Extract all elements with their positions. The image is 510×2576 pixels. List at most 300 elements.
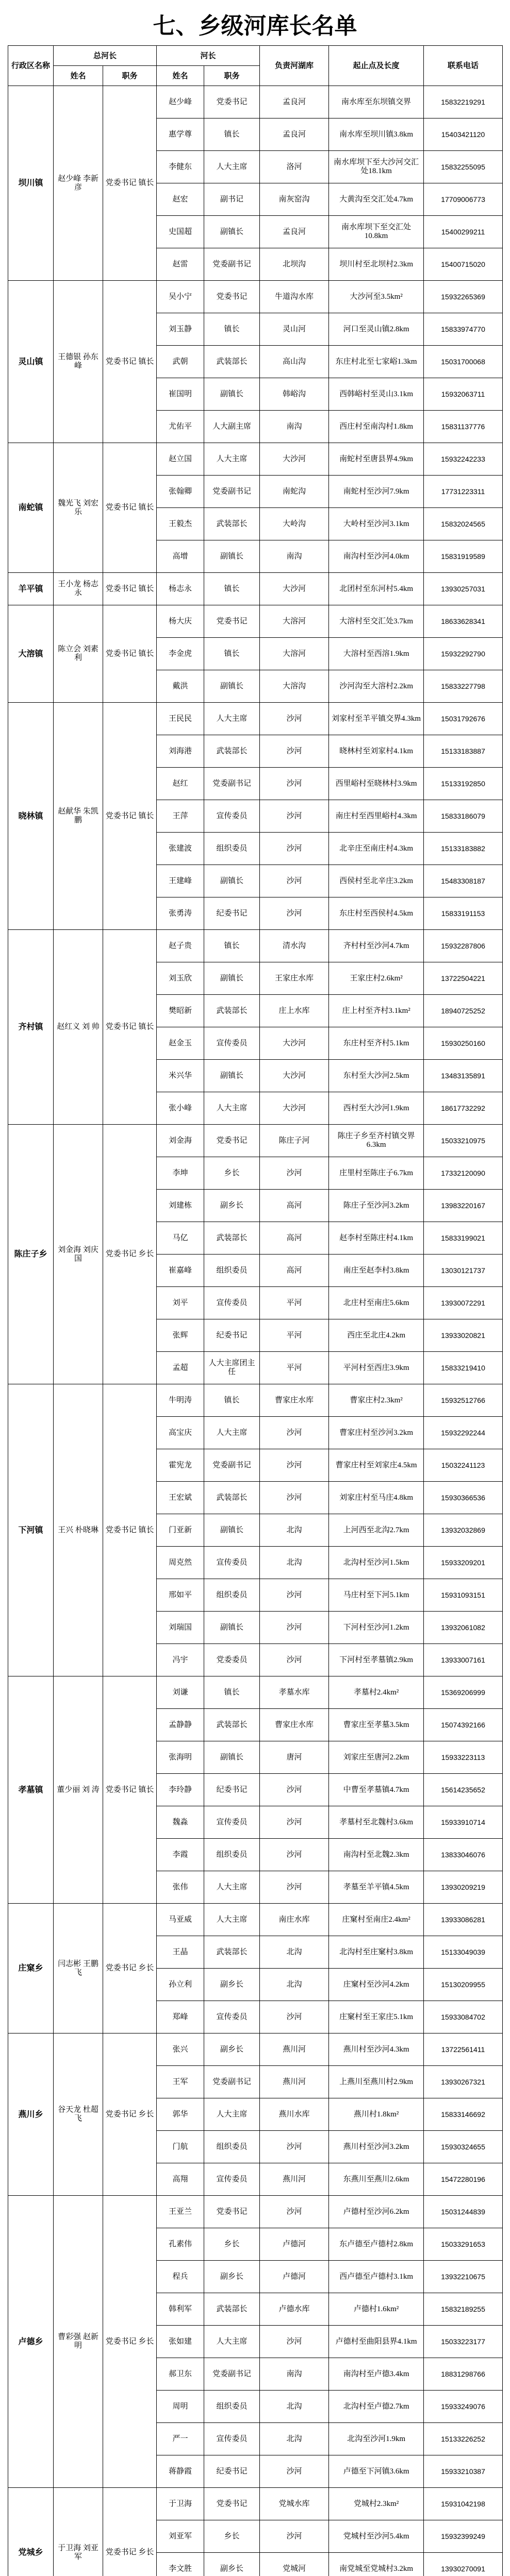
river-cell: 沙河 <box>260 1482 329 1514</box>
total-chief-position-cell: 党委书记 乡长 <box>103 1904 157 2033</box>
chief-name-cell: 张伟 <box>157 1871 204 1904</box>
header-row <box>8 46 503 66</box>
phone-cell: 15933910714 <box>424 1806 503 1839</box>
range-cell: 刘家庄至唐河2.2km <box>329 1741 424 1774</box>
range-cell: 庄里村至陈庄子6.7km <box>329 1157 424 1190</box>
river-cell: 大沙河 <box>260 1027 329 1060</box>
chief-position-cell: 武装部长 <box>204 1709 260 1741</box>
chief-name-cell: 赵少峰 <box>157 86 204 118</box>
range-cell: 党城村至沙河5.4km <box>329 2520 424 2553</box>
chief-position-cell: 副书记 <box>204 183 260 216</box>
total-chief-name-cell: 曹彩强 赵新明 <box>54 2196 103 2488</box>
river-cell: 沙河 <box>260 800 329 833</box>
range-cell: 西里峪村至晓林村3.9km <box>329 768 424 800</box>
chief-position-cell: 组织委员 <box>204 2131 260 2163</box>
river-cell: 沙河 <box>260 768 329 800</box>
range-cell: 曹家庄村2.3km² <box>329 1384 424 1417</box>
range-cell: 刘家村至羊平镇交界4.3km <box>329 703 424 735</box>
river-cell: 灵山河 <box>260 313 329 346</box>
chief-name-cell: 杨大庆 <box>157 605 204 638</box>
chief-name-cell: 门航 <box>157 2131 204 2163</box>
chief-name-cell: 张兴 <box>157 2033 204 2066</box>
river-cell: 孟良河 <box>260 118 329 151</box>
river-cell: 唐河 <box>260 1741 329 1774</box>
phone-cell: 18617732292 <box>424 1092 503 1125</box>
river-cell: 洛河 <box>260 151 329 183</box>
river-cell: 韩峪沟 <box>260 378 329 411</box>
chief-name-cell: 王晶 <box>157 1936 204 1969</box>
total-chief-name-cell: 王小龙 杨志永 <box>54 573 103 605</box>
chief-position-cell: 组织委员 <box>204 2391 260 2423</box>
chief-position-cell: 镇长 <box>204 1384 260 1417</box>
river-cell: 南沟 <box>260 2358 329 2391</box>
river-cell: 南沟 <box>260 411 329 443</box>
range-cell: 东庄村至西侯村4.5km <box>329 897 424 930</box>
chief-position-cell: 副镇长 <box>204 1612 260 1644</box>
chief-position-cell: 武装部长 <box>204 1482 260 1514</box>
range-cell: 王家庄村2.6km² <box>329 962 424 995</box>
phone-cell: 13930267321 <box>424 2066 503 2098</box>
region-cell: 陈庄子乡 <box>8 1125 54 1384</box>
range-cell: 西韩峪村至灵山3.1km <box>329 378 424 411</box>
chief-position-cell: 武装部长 <box>204 995 260 1027</box>
range-cell: 赵李村至陈庄村4.1km <box>329 1222 424 1255</box>
chief-name-cell: 高宝庆 <box>157 1417 204 1449</box>
chief-position-cell: 武装部长 <box>204 1222 260 1255</box>
river-cell: 王家庄水库 <box>260 962 329 995</box>
total-chief-name-cell: 赵红义 刘 帅 <box>54 930 103 1125</box>
total-chief-position-cell: 党委书记 镇长 <box>103 86 157 281</box>
total-chief-name-cell: 赵少峰 李新彦 <box>54 86 103 281</box>
river-cell: 沙河 <box>260 1871 329 1904</box>
river-cell: 平河 <box>260 1352 329 1384</box>
range-cell: 西侯村至北辛庄3.2km <box>329 865 424 897</box>
phone-cell: 15833199021 <box>424 1222 503 1255</box>
phone-cell: 17332120090 <box>424 1157 503 1190</box>
chief-position-cell: 人大主席 <box>204 2098 260 2131</box>
chief-name-cell: 郝卫东 <box>157 2358 204 2391</box>
chief-name-cell: 米兴华 <box>157 1060 204 1092</box>
chief-position-cell: 镇长 <box>204 1676 260 1709</box>
chief-position-cell: 党委副书记 <box>204 1449 260 1482</box>
total-chief-position-cell: 党委书记 镇长 <box>103 443 157 573</box>
chief-position-cell: 副镇长 <box>204 540 260 573</box>
phone-cell: 15831919589 <box>424 540 503 573</box>
range-cell: 齐村村至沙河4.7km <box>329 930 424 962</box>
chief-name-cell: 刘建栋 <box>157 1190 204 1222</box>
chief-name-cell: 李金虎 <box>157 638 204 670</box>
range-cell: 刘家庄村至马庄4.8km <box>329 1482 424 1514</box>
phone-cell: 15833191153 <box>424 897 503 930</box>
chief-position-cell: 副乡长 <box>204 1190 260 1222</box>
chief-position-cell: 乡长 <box>204 2228 260 2261</box>
chief-name-cell: 赵宏 <box>157 183 204 216</box>
total-chief-position-cell: 党委书记 镇长 <box>103 1676 157 1904</box>
table-row <box>8 1125 503 1157</box>
range-cell: 南蛇村至沙河7.9km <box>329 476 424 508</box>
river-cell: 北沟 <box>260 1969 329 2001</box>
chief-position-cell: 副乡长 <box>204 2033 260 2066</box>
river-cell: 大沙河 <box>260 1092 329 1125</box>
range-cell: 大沙河至3.5km² <box>329 281 424 313</box>
region-cell: 下河镇 <box>8 1384 54 1676</box>
phone-cell: 17731223311 <box>424 476 503 508</box>
chief-position-cell: 党委副书记 <box>204 476 260 508</box>
chief-name-cell: 史国超 <box>157 216 204 248</box>
region-cell: 孝墓镇 <box>8 1676 54 1904</box>
phone-cell: 15472280196 <box>424 2163 503 2196</box>
chief-name-cell: 武朝 <box>157 346 204 378</box>
river-cell: 北沟 <box>260 1547 329 1579</box>
table-row <box>8 605 503 638</box>
chief-position-cell: 镇长 <box>204 118 260 151</box>
total-chief-name-cell: 赵献华 朱凯鹏 <box>54 703 103 930</box>
phone-cell: 15032241123 <box>424 1449 503 1482</box>
chief-position-cell: 纪委书记 <box>204 2455 260 2488</box>
table-row <box>8 443 503 476</box>
range-cell: 卢德村1.6km² <box>329 2293 424 2326</box>
river-cell: 北坝沟 <box>260 248 329 281</box>
table-row <box>8 2196 503 2228</box>
range-cell: 北沟村至庄窠村3.8km <box>329 1936 424 1969</box>
chief-name-cell: 周明 <box>157 2391 204 2423</box>
chief-name-cell: 孙立利 <box>157 1969 204 2001</box>
river-cell: 大溶沟 <box>260 670 329 703</box>
table-row <box>8 930 503 962</box>
range-cell: 下河村至孝墓镇2.9km <box>329 1644 424 1676</box>
phone-cell: 13833046076 <box>424 1839 503 1871</box>
chief-position-cell: 党委书记 <box>204 605 260 638</box>
chief-position-cell: 组织委员 <box>204 1839 260 1871</box>
chief-name-cell: 孔素伟 <box>157 2228 204 2261</box>
range-cell: 东庄村至齐村5.1km <box>329 1027 424 1060</box>
river-cell: 孝墓水库 <box>260 1676 329 1709</box>
river-cell: 燕川河 <box>260 2033 329 2066</box>
river-cell: 高河 <box>260 1190 329 1222</box>
chief-name-cell: 刘亚军 <box>157 2520 204 2553</box>
river-cell: 北沟 <box>260 1514 329 1547</box>
header-total-name: 姓名 <box>54 66 103 86</box>
chief-position-cell: 武装部长 <box>204 735 260 768</box>
range-cell: 南水库至东坝镇交界 <box>329 86 424 118</box>
phone-cell: 13030121737 <box>424 1255 503 1287</box>
phone-cell: 15130209955 <box>424 1969 503 2001</box>
river-cell: 沙河 <box>260 865 329 897</box>
river-cell: 高河 <box>260 1222 329 1255</box>
phone-cell: 15833974770 <box>424 313 503 346</box>
chief-position-cell: 党委书记 <box>204 281 260 313</box>
chief-name-cell: 赵金玉 <box>157 1027 204 1060</box>
total-chief-position-cell: 党委书记 镇长 <box>103 573 157 605</box>
chief-name-cell: 杨志永 <box>157 573 204 605</box>
phone-cell: 13722561411 <box>424 2033 503 2066</box>
region-cell: 党城乡 <box>8 2488 54 2576</box>
phone-cell: 15031700068 <box>424 346 503 378</box>
range-cell: 北团村至东河村5.4km <box>329 573 424 605</box>
range-cell: 沙河沟至大溶村2.2km <box>329 670 424 703</box>
river-cell: 曹家庄水库 <box>260 1384 329 1417</box>
total-chief-name-cell: 董少丽 刘 涛 <box>54 1676 103 1904</box>
table-row <box>8 1676 503 1709</box>
total-chief-position-cell: 党委书记 乡长 <box>103 2033 157 2196</box>
phone-cell: 15930250160 <box>424 1027 503 1060</box>
river-cell: 大溶河 <box>260 638 329 670</box>
chief-name-cell: 赵红 <box>157 768 204 800</box>
phone-cell: 18940725252 <box>424 995 503 1027</box>
total-chief-name-cell: 魏光飞 刘宏乐 <box>54 443 103 573</box>
chief-position-cell: 党委副书记 <box>204 2358 260 2391</box>
river-cell: 孟良河 <box>260 216 329 248</box>
chief-position-cell: 人大主席 <box>204 703 260 735</box>
phone-cell: 13933007161 <box>424 1644 503 1676</box>
phone-cell: 13930270091 <box>424 2553 503 2576</box>
river-cell: 南灰窑沟 <box>260 183 329 216</box>
region-cell: 坝川镇 <box>8 86 54 281</box>
phone-cell: 13983220167 <box>424 1190 503 1222</box>
table-row <box>8 2033 503 2066</box>
phone-cell: 15400299211 <box>424 216 503 248</box>
chief-position-cell: 人大主席 <box>204 1417 260 1449</box>
chief-position-cell: 武装部长 <box>204 346 260 378</box>
chief-name-cell: 张辉 <box>157 1319 204 1352</box>
phone-cell: 13930209219 <box>424 1871 503 1904</box>
region-cell: 羊平镇 <box>8 573 54 605</box>
range-cell: 陈庄子乡至齐村镇交界6.3km <box>329 1125 424 1157</box>
river-cell: 高河 <box>260 1255 329 1287</box>
range-cell: 坝川村至北坝村2.3km <box>329 248 424 281</box>
river-cell: 大沙河 <box>260 573 329 605</box>
river-cell: 沙河 <box>260 1644 329 1676</box>
range-cell: 燕川村至沙河4.3km <box>329 2033 424 2066</box>
range-cell: 大黄沟至交汇处4.7km <box>329 183 424 216</box>
chief-position-cell: 人大主席 <box>204 1092 260 1125</box>
phone-cell: 15932063711 <box>424 378 503 411</box>
range-cell: 北辛庄至南庄村4.3km <box>329 833 424 865</box>
chief-name-cell: 门亚新 <box>157 1514 204 1547</box>
river-cell: 平河 <box>260 1319 329 1352</box>
chief-name-cell: 赵立国 <box>157 443 204 476</box>
river-cell: 沙河 <box>260 1774 329 1806</box>
range-cell: 西卢德至卢德村3.1km <box>329 2261 424 2293</box>
phone-cell: 15133183887 <box>424 735 503 768</box>
chief-name-cell: 吴小宁 <box>157 281 204 313</box>
chief-position-cell: 人大主席 <box>204 151 260 183</box>
chief-name-cell: 魏淼 <box>157 1806 204 1839</box>
range-cell: 曹家庄至孝墓3.5km <box>329 1709 424 1741</box>
header-chief: 河长 <box>157 46 260 66</box>
river-cell: 南沟 <box>260 540 329 573</box>
phone-cell: 15932399249 <box>424 2520 503 2553</box>
chief-position-cell: 副乡长 <box>204 1969 260 2001</box>
river-cell: 沙河 <box>260 2001 329 2033</box>
total-chief-name-cell: 刘金海 刘庆国 <box>54 1125 103 1384</box>
river-cell: 沙河 <box>260 703 329 735</box>
chief-position-cell: 乡长 <box>204 1157 260 1190</box>
river-cell: 南庄水库 <box>260 1904 329 1936</box>
chief-name-cell: 张建波 <box>157 833 204 865</box>
river-cell: 曹家庄水库 <box>260 1709 329 1741</box>
river-chief-table <box>8 45 503 2576</box>
phone-cell: 15403421120 <box>424 118 503 151</box>
chief-position-cell: 纪委书记 <box>204 1774 260 1806</box>
river-cell: 大沙河 <box>260 1060 329 1092</box>
chief-name-cell: 刘海港 <box>157 735 204 768</box>
chief-name-cell: 刘谦 <box>157 1676 204 1709</box>
chief-position-cell: 党委书记 <box>204 2196 260 2228</box>
chief-name-cell: 尤佑平 <box>157 411 204 443</box>
river-cell: 沙河 <box>260 1579 329 1612</box>
range-cell: 河口至灵山镇2.8km <box>329 313 424 346</box>
range-cell: 孝墓村至北魏村3.6km <box>329 1806 424 1839</box>
phone-cell: 15932292790 <box>424 638 503 670</box>
range-cell: 南党城至党城村3.2km <box>329 2553 424 2576</box>
range-cell: 南水库至坝川镇3.8km <box>329 118 424 151</box>
chief-position-cell: 武装部长 <box>204 1936 260 1969</box>
chief-name-cell: 冯宇 <box>157 1644 204 1676</box>
phone-cell: 15930366536 <box>424 1482 503 1514</box>
chief-position-cell: 副镇长 <box>204 1741 260 1774</box>
range-cell: 晓林村至刘家村4.1km <box>329 735 424 768</box>
river-cell: 燕川水库 <box>260 2098 329 2131</box>
phone-cell: 15033223177 <box>424 2326 503 2358</box>
chief-name-cell: 惠学尊 <box>157 118 204 151</box>
phone-cell: 15133192850 <box>424 768 503 800</box>
chief-position-cell: 副乡长 <box>204 2261 260 2293</box>
phone-cell: 13930257031 <box>424 573 503 605</box>
chief-position-cell: 人大主席 <box>204 443 260 476</box>
phone-cell: 15833186079 <box>424 800 503 833</box>
range-cell: 东村至大沙河2.5km <box>329 1060 424 1092</box>
range-cell: 上河西至北沟2.7km <box>329 1514 424 1547</box>
river-cell: 庄上水库 <box>260 995 329 1027</box>
table-row <box>8 1384 503 1417</box>
chief-position-cell: 宣传委员 <box>204 1287 260 1319</box>
phone-cell: 15832255095 <box>424 151 503 183</box>
total-chief-name-cell: 于卫海 刘亚军 <box>54 2488 103 2576</box>
chief-name-cell: 马亿 <box>157 1222 204 1255</box>
total-chief-position-cell: 党委书记 镇长 <box>103 281 157 443</box>
region-cell: 齐村镇 <box>8 930 54 1125</box>
chief-position-cell: 纪委书记 <box>204 897 260 930</box>
chief-position-cell: 组织委员 <box>204 1579 260 1612</box>
river-cell: 大岭沟 <box>260 508 329 540</box>
table-row <box>8 703 503 735</box>
chief-position-cell: 党委书记 <box>204 1125 260 1157</box>
total-chief-name-cell: 闫志彬 王鹏飞 <box>54 1904 103 2033</box>
range-cell: 东庄村北至七家峪1.3km <box>329 346 424 378</box>
chief-name-cell: 程兵 <box>157 2261 204 2293</box>
phone-cell: 15931093151 <box>424 1579 503 1612</box>
chief-name-cell: 李坤 <box>157 1157 204 1190</box>
chief-position-cell: 人大主席 <box>204 1871 260 1904</box>
chief-position-cell: 党委委员 <box>204 1644 260 1676</box>
chief-position-cell: 宣传委员 <box>204 800 260 833</box>
range-cell: 南蛇村至唐县界4.9km <box>329 443 424 476</box>
range-cell: 南沟村至卢德3.4km <box>329 2358 424 2391</box>
phone-cell: 13930072291 <box>424 1287 503 1319</box>
region-cell: 晓林镇 <box>8 703 54 930</box>
range-cell: 南庄村至西里峪村4.3km <box>329 800 424 833</box>
range-cell: 庄窠村至南庄2.4km² <box>329 1904 424 1936</box>
river-cell: 高山沟 <box>260 346 329 378</box>
chief-position-cell: 武装部长 <box>204 2293 260 2326</box>
chief-name-cell: 樊昭新 <box>157 995 204 1027</box>
range-cell: 卢德至下河镇3.6km <box>329 2455 424 2488</box>
river-cell: 沙河 <box>260 2455 329 2488</box>
chief-name-cell: 李健东 <box>157 151 204 183</box>
phone-cell: 15930324655 <box>424 2131 503 2163</box>
region-cell: 灵山镇 <box>8 281 54 443</box>
table-row <box>8 2488 503 2520</box>
chief-name-cell: 王建峰 <box>157 865 204 897</box>
range-cell: 下河村至沙河1.2km <box>329 1612 424 1644</box>
total-chief-name-cell: 王兴 朴晓琳 <box>54 1384 103 1676</box>
total-chief-name-cell: 陈立会 刘素利 <box>54 605 103 703</box>
region-cell: 大溶镇 <box>8 605 54 703</box>
range-cell: 平河村至西庄3.9km <box>329 1352 424 1384</box>
chief-position-cell: 镇长 <box>204 573 260 605</box>
phone-cell: 15833219410 <box>424 1352 503 1384</box>
range-cell: 燕川村至沙河3.2km <box>329 2131 424 2163</box>
table-row <box>8 281 503 313</box>
phone-cell: 15833227798 <box>424 670 503 703</box>
header-range: 起止点及长度 <box>329 46 424 86</box>
chief-position-cell: 副镇长 <box>204 216 260 248</box>
region-cell: 燕川乡 <box>8 2033 54 2196</box>
river-cell: 清水沟 <box>260 930 329 962</box>
chief-position-cell: 党委书记 <box>204 86 260 118</box>
phone-cell: 15031244839 <box>424 2196 503 2228</box>
river-cell: 卢德河 <box>260 2228 329 2261</box>
river-cell: 北沟 <box>260 2423 329 2455</box>
chief-name-cell: 赵雷 <box>157 248 204 281</box>
range-cell: 北沟村至沙河1.5km <box>329 1547 424 1579</box>
phone-cell: 18831298766 <box>424 2358 503 2391</box>
header-river: 负责河湖库 <box>260 46 329 86</box>
range-cell: 西庄至北庄4.2km <box>329 1319 424 1352</box>
river-cell: 沙河 <box>260 2326 329 2358</box>
chief-name-cell: 王萍 <box>157 800 204 833</box>
phone-cell: 15033291653 <box>424 2228 503 2261</box>
range-cell: 北沟至沙河1.9km <box>329 2423 424 2455</box>
phone-cell: 18633628341 <box>424 605 503 638</box>
chief-name-cell: 李文胜 <box>157 2553 204 2576</box>
chief-name-cell: 孟静静 <box>157 1709 204 1741</box>
chief-position-cell: 宣传委员 <box>204 2163 260 2196</box>
chief-position-cell: 副镇长 <box>204 962 260 995</box>
chief-name-cell: 高增 <box>157 540 204 573</box>
chief-position-cell: 乡长 <box>204 2520 260 2553</box>
river-cell: 沙河 <box>260 1839 329 1871</box>
range-cell: 孝墓至羊平镇4.5km <box>329 1871 424 1904</box>
chief-name-cell: 赵子贵 <box>157 930 204 962</box>
range-cell: 庄窠村至沙河4.2km <box>329 1969 424 2001</box>
river-cell: 北沟 <box>260 2391 329 2423</box>
range-cell: 大溶村至西溶1.9km <box>329 638 424 670</box>
chief-position-cell: 人大副主席 <box>204 411 260 443</box>
phone-cell: 15932242233 <box>424 443 503 476</box>
chief-position-cell: 副镇长 <box>204 1514 260 1547</box>
river-cell: 沙河 <box>260 1449 329 1482</box>
chief-position-cell: 纪委书记 <box>204 1319 260 1352</box>
river-cell: 大沙河 <box>260 443 329 476</box>
range-cell: 马庄村至下河5.1km <box>329 1579 424 1612</box>
river-cell: 党城水库 <box>260 2488 329 2520</box>
chief-name-cell: 马亚威 <box>157 1904 204 1936</box>
chief-position-cell: 宣传委员 <box>204 1806 260 1839</box>
phone-cell: 15033210975 <box>424 1125 503 1157</box>
page-title: 七、乡级河库长名单 <box>153 13 357 39</box>
